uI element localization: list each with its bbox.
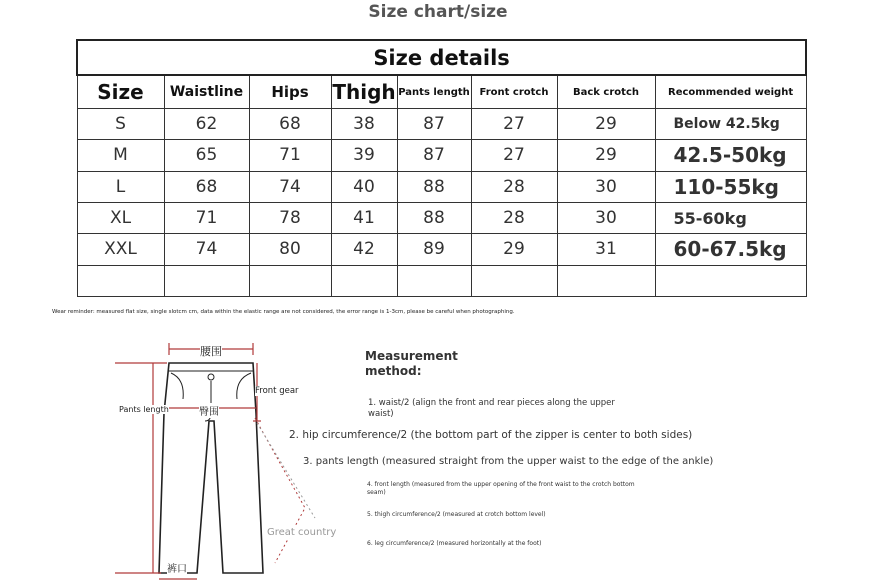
cell-size: M [77, 140, 164, 171]
cell-recommended-weight: 55-60kg [655, 202, 806, 233]
button [208, 374, 214, 380]
cell-pants-length: 88 [397, 202, 471, 233]
empty-cell [164, 265, 249, 296]
method-title-text: Measurement method: [365, 349, 458, 378]
cell-hips: 80 [249, 234, 331, 265]
cell-pants-length: 88 [397, 171, 471, 202]
cell-size: S [77, 108, 164, 139]
method-item-5: 5. thigh circumference/2 (measured at crotch bottom level) [367, 511, 546, 518]
header-recommended-weight: Recommended weight [655, 75, 806, 108]
cell-back-crotch: 30 [557, 202, 655, 233]
cell-recommended-weight: 110-55kg [655, 171, 806, 202]
cell-back-crotch: 29 [557, 140, 655, 171]
header-thigh: Thigh [331, 75, 397, 108]
cell-front-crotch: 28 [471, 202, 557, 233]
wear-reminder: Wear reminder: measured flat size, single slotcm cm, data within the elastic range are not considered, the error range is 1-3cm, please be careful when photographing. [52, 309, 515, 315]
cell-recommended-weight: 60-67.5kg [655, 234, 806, 265]
table-row [77, 171, 806, 202]
cell-thigh: 38 [331, 108, 397, 139]
method-item-3: 3. pants length (measured straight from the upper waist to the edge of the ankle) [303, 456, 714, 467]
method-title [365, 349, 475, 379]
cell-waistline: 65 [164, 140, 249, 171]
watermark-label: Great country [267, 527, 337, 538]
cell-thigh: 40 [331, 171, 397, 202]
header-size: Size [77, 75, 164, 108]
cell-waistline: 62 [164, 108, 249, 139]
table-row [77, 202, 806, 233]
header-hips: Hips [249, 75, 331, 108]
cell-waistline: 68 [164, 171, 249, 202]
cell-front-crotch: 28 [471, 171, 557, 202]
front-gear-label: Front gear [255, 386, 299, 396]
cell-back-crotch: 29 [557, 108, 655, 139]
empty-cell [331, 265, 397, 296]
cell-back-crotch: 31 [557, 234, 655, 265]
size-table [76, 39, 807, 297]
page-title: Size chart/size [368, 2, 508, 22]
empty-cell [471, 265, 557, 296]
cell-hips: 68 [249, 108, 331, 139]
table-row [77, 108, 806, 139]
header-back-crotch: Back crotch [557, 75, 655, 108]
table-header-row [77, 75, 806, 108]
table-row-empty [77, 265, 806, 296]
right-pocket [237, 373, 251, 399]
cell-recommended-weight: Below 42.5kg [655, 108, 806, 139]
cell-size: L [77, 171, 164, 202]
hem-label: 裤口 [167, 560, 187, 575]
cell-front-crotch: 29 [471, 234, 557, 265]
hip-label: 臀围 [199, 403, 219, 418]
cell-front-crotch: 27 [471, 108, 557, 139]
header-pants-length: Pants length [397, 75, 471, 108]
method-item-6: 6. leg circumference/2 (measured horizontally at the foot) [367, 540, 542, 547]
cell-waistline: 74 [164, 234, 249, 265]
empty-cell [655, 265, 806, 296]
cell-thigh: 42 [331, 234, 397, 265]
left-pocket [171, 373, 183, 399]
empty-cell [249, 265, 331, 296]
table-row [77, 234, 806, 265]
cell-size: XL [77, 202, 164, 233]
cell-thigh: 41 [331, 202, 397, 233]
cell-hips: 78 [249, 202, 331, 233]
header-waistline: Waistline [164, 75, 249, 108]
empty-cell [397, 265, 471, 296]
cell-hips: 74 [249, 171, 331, 202]
cell-size: XXL [77, 234, 164, 265]
cell-recommended-weight: 42.5-50kg [655, 140, 806, 171]
empty-cell [77, 265, 164, 296]
empty-cell [557, 265, 655, 296]
cell-waistline: 71 [164, 202, 249, 233]
cell-pants-length: 87 [397, 140, 471, 171]
cell-hips: 71 [249, 140, 331, 171]
waist-label: 腰围 [200, 345, 222, 358]
table-caption: Size details [77, 40, 806, 75]
cell-front-crotch: 27 [471, 140, 557, 171]
table-row [77, 140, 806, 171]
pants-length-label: Pants length [119, 405, 169, 414]
cell-pants-length: 89 [397, 234, 471, 265]
method-item-2: 2. hip circumference/2 (the bottom part of the zipper is center to both sides) [289, 429, 693, 441]
cell-pants-length: 87 [397, 108, 471, 139]
header-front-crotch: Front crotch [471, 75, 557, 108]
method-item-1: 1. waist/2 (align the front and rear pieces along the upper waist) [368, 398, 615, 419]
cell-back-crotch: 30 [557, 171, 655, 202]
method-item-4: 4. front length (measured from the upper opening of the front waist to the crotch bottom seam) [367, 481, 635, 496]
cell-thigh: 39 [331, 140, 397, 171]
